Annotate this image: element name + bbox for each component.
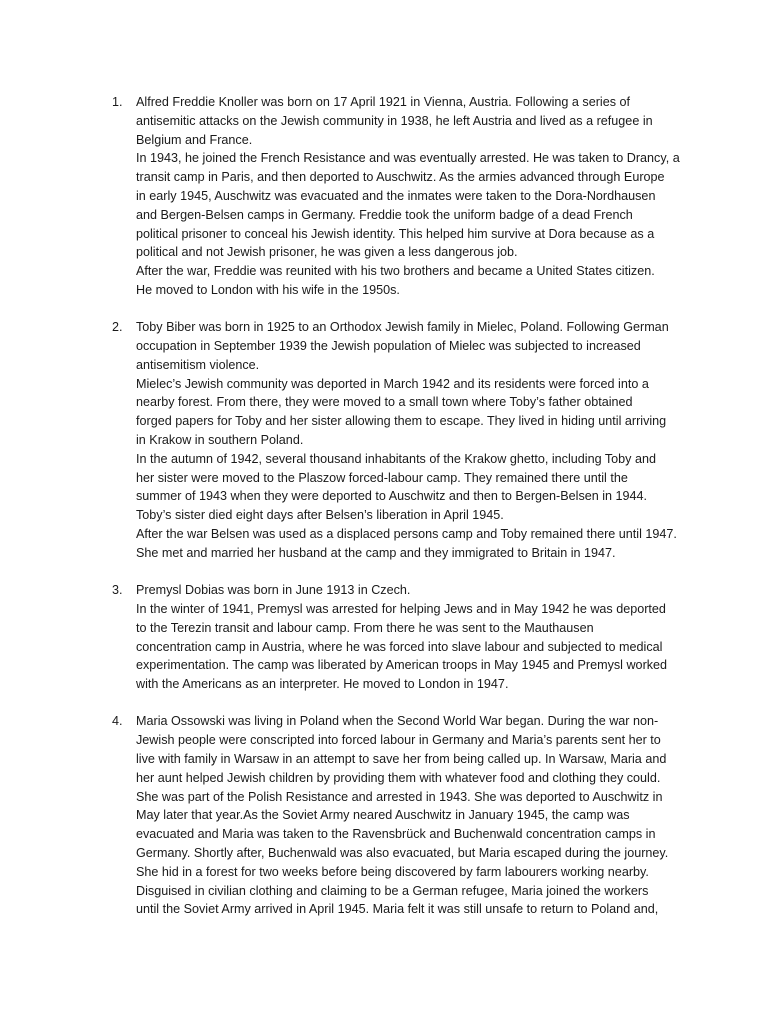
text-line: Mielec’s Jewish community was deported in March 1942 and its residents were forced into a xyxy=(136,376,649,391)
list-item xyxy=(112,318,680,562)
text-line: He moved to London with his wife in the 1950s. xyxy=(136,282,400,297)
text-line: Jewish people were conscripted into forced labour in Germany and Maria’s parents sent her to xyxy=(136,733,661,748)
text-line: Germany. Shortly after, Buchenwald was also evacuated, but Maria escaped during the journey. xyxy=(136,845,669,860)
text-line: political and not Jewish prisoner, he was given a less dangerous job. xyxy=(136,245,518,260)
text-line: summer of 1943 when they were deported to Auschwitz and then to Bergen-Belsen in 1944. xyxy=(136,489,648,504)
text-line: Disguised in civilian clothing and claiming to be a German refugee, Maria joined the workers xyxy=(136,883,649,898)
numbered-list xyxy=(112,93,680,938)
text-line: occupation in September 1939 the Jewish population of Mielec was subjected to increased xyxy=(136,339,641,354)
text-line: antisemitic attacks on the Jewish community in 1938, he left Austria and lived as a refugee in xyxy=(136,113,653,128)
text-line: She met and married her husband at the camp and they immigrated to Britain in 1947. xyxy=(136,545,616,560)
text-line: with the Americans as an interpreter. He moved to London in 1947. xyxy=(136,677,509,692)
text-line: In the autumn of 1942, several thousand inhabitants of the Krakow ghetto, including Toby and xyxy=(136,451,656,466)
text-line: She was part of the Polish Resistance and arrested in 1943. She was deported to Auschwitz in xyxy=(136,789,663,804)
text-line: She hid in a forest for two weeks before being discovered by farm labourers working nearby. xyxy=(136,864,649,879)
text-line: After the war, Freddie was reunited with his two brothers and became a United States citizen. xyxy=(136,264,655,279)
list-item-number: 3. xyxy=(112,583,123,598)
paragraph xyxy=(136,318,680,562)
text-line: After the war Belsen was used as a displaced persons camp and Toby remained there until 1947. xyxy=(136,527,677,542)
text-line: forged papers for Toby and her sister allowing them to escape. They lived in hiding until arriving xyxy=(136,414,667,429)
paragraph xyxy=(136,93,680,300)
text-line: and Bergen-Belsen camps in Germany. Freddie took the uniform badge of a dead French xyxy=(136,207,633,222)
list-item-number: 4. xyxy=(112,714,123,729)
list-item-number: 2. xyxy=(112,320,123,335)
list-item-number: 1. xyxy=(112,95,123,109)
text-line: political prisoner to conceal his Jewish identity. This helped him survive at Dora because as a xyxy=(136,226,655,241)
text-line: Toby’s sister died eight days after Belsen’s liberation in April 1945. xyxy=(136,508,504,523)
text-line: her aunt helped Jewish children by providing them with whatever food and clothing they could. xyxy=(136,770,661,785)
list-item xyxy=(112,712,680,919)
text-line: to the Terezin transit and labour camp. From there he was sent to the Mauthausen xyxy=(136,620,594,635)
text-line: Toby Biber was born in 1925 to an Orthodox Jewish family in Mielec, Poland. Following German xyxy=(136,320,669,335)
text-line: in early 1945, Auschwitz was evacuated and the inmates were taken to the Dora-Nordhausen xyxy=(136,188,656,203)
text-line: concentration camp in Austria, where he was forced into slave labour and subjected to medical xyxy=(136,639,663,654)
text-line: her sister were moved to the Plaszow forced-labour camp. They remained there until the xyxy=(136,470,628,485)
text-line: nearby forest. From there, they were moved to a small town where Toby’s father obtained xyxy=(136,395,633,410)
text-line: Maria Ossowski was living in Poland when the Second World War began. During the war non- xyxy=(136,714,659,729)
text-line: In 1943, he joined the French Resistance and was eventually arrested. He was taken to Drancy, a xyxy=(136,151,680,166)
text-line: experimentation. The camp was liberated by American troops in May 1945 and Premysl worked xyxy=(136,658,668,673)
text-line: In the winter of 1941, Premysl was arrested for helping Jews and in May 1942 he was deported xyxy=(136,601,666,616)
text-line: until the Soviet Army arrived in April 1945. Maria felt it was still unsafe to return to Poland and, xyxy=(136,902,659,917)
paragraph xyxy=(136,712,680,919)
paragraph xyxy=(136,581,680,694)
text-line: evacuated and Maria was taken to the Ravensbrück and Buchenwald concentration camps in xyxy=(136,827,656,842)
list-item xyxy=(112,581,680,694)
text-line: transit camp in Paris, and then deported to Auschwitz. As the armies advanced through Europe xyxy=(136,170,665,185)
text-line: May later that year.As the Soviet Army neared Auschwitz in January 1945, the camp was xyxy=(136,808,630,823)
text-line: antisemitism violence. xyxy=(136,357,260,372)
list-item xyxy=(112,93,680,300)
text-line: in Krakow in southern Poland. xyxy=(136,433,304,448)
text-line: Belgium and France. xyxy=(136,132,253,147)
text-line: live with family in Warsaw in an attempt to save her from being called up. In Warsaw, Maria and xyxy=(136,752,667,766)
text-line: Premysl Dobias was born in June 1913 in Czech. xyxy=(136,583,411,598)
text-line: Alfred Freddie Knoller was born on 17 April 1921 in Vienna, Austria. Following a series of xyxy=(136,95,631,109)
